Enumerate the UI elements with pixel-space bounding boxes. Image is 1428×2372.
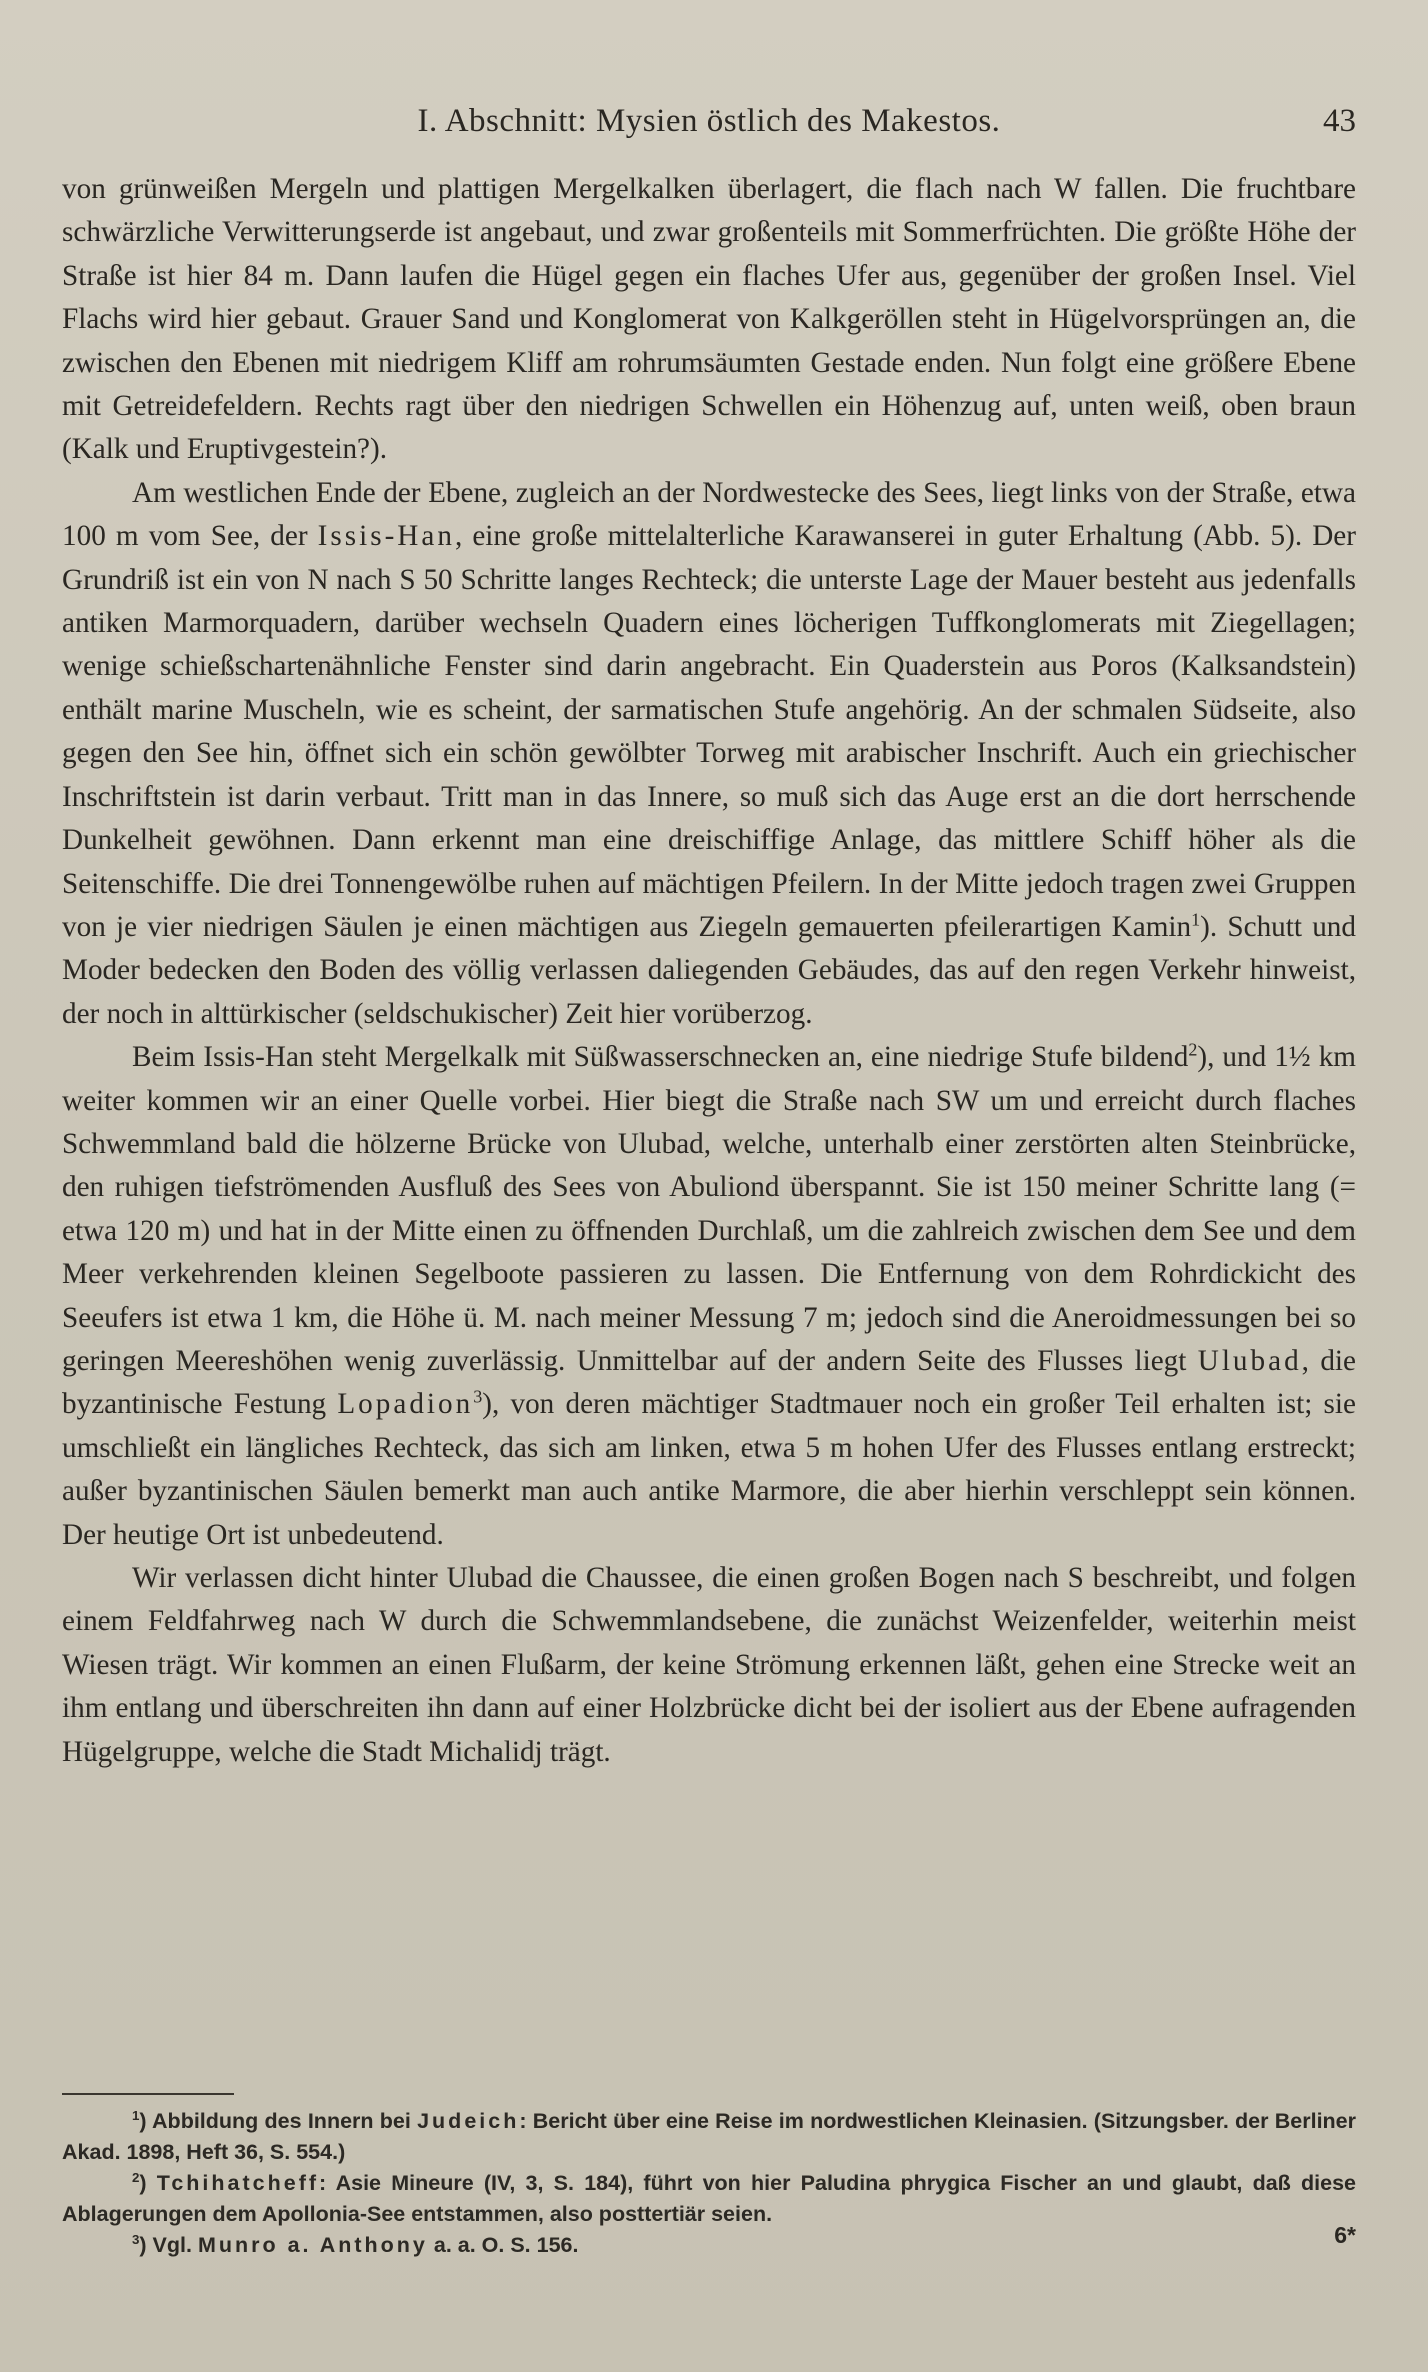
footnote: $^2$) Tchihatcheff: Asie Mineure (IV, 3, S. 184), führt von hier Paludina phrygica Fischer an und glaubt, daß diese Ablagerungen dem Apollonia-See entstammen, also posttertiär seien. xyxy=(62,2169,1356,2226)
footnote-ref: 2 xyxy=(1188,1039,1198,1060)
footnote xyxy=(62,2106,1356,2168)
paragraph-text: von grünweißen Mergeln und plattigen Mergelkalken überlagert, die flach nach W fallen. Die fruchtbare schwärzliche Verwitterungserde ist angebaut, und zwar großenteils mit Sommerfrüchten. Die größte Höhe der Straße ist hier 84 m. Dann laufen die Hügel gegen ein flaches Ufer aus, gegenüber der großen Insel. Viel Flachs wird hier gebaut. Grauer Sand und Konglomerat von Kalkgeröllen steht in Hügelvorsprüngen an, die zwischen den Ebenen mit niedrigem Kliff am rohrumsäumten Gestade enden. Nun folgt eine größere Ebene mit Getreidefeldern. Rechts ragt über den niedrigen Schwellen ein Höhenzug auf, unten weiß, oben braun (Kalk und Eruptivgestein?). xyxy=(62,173,1356,466)
paragraph xyxy=(62,472,1356,1036)
footnote-text: : Bericht über eine Reise im nordwestlichen Kleinasien. (Sitzungsber. der Berliner Akad. 1898, Heft 36, S. 554.) xyxy=(62,2109,1356,2164)
paragraph-text: ), und 1½ km weiter kommen wir an einer Quelle vorbei. Hier biegt die Straße nach SW um und erreicht durch flaches Schwemmland bald die hölzerne Brücke von Ulubad, welche, unterhalb einer zerstörten alten Steinbrücke, den ruhigen tiefströmenden Ausfluß des Sees von Abuliond überspannt. Sie ist 150 meiner Schritte lang (= etwa 120 m) und hat in der Mitte einen zu öffnenden Durchlaß, um die zahlreich zwischen dem See und dem Meer verkehrenden kleinen Segelboote passieren zu lassen. Die Entfernung von dem Rohrdickicht des Seeufers ist etwa 1 km, die Höhe ü. M. nach meiner Messung 7 m; jedoch sind die Aneroidmessungen bei so geringen Meereshöhen wenig zuverlässig. Unmittelbar auf der andern Seite des Flusses liegt xyxy=(62,1041,1356,1377)
paragraph-text: Am westlichen Ende der Ebene, zugleich an der Nordwestecke des Sees, liegt links von der Straße, etwa 100 m vom See, der xyxy=(62,476,1356,553)
footnote-ref: 1 xyxy=(1191,909,1201,930)
footnote-text: ) Vgl. xyxy=(139,2233,198,2257)
place-name: Lopadion xyxy=(337,1388,474,1421)
footnote-text: a. a. O. S. 156. xyxy=(427,2233,579,2257)
footnote xyxy=(62,2230,1356,2261)
paragraph-text: ). Schutt und Moder bedecken den Boden des völlig verlassen daliegenden Gebäudes, das auf den regen Verkehr hinweist, der noch in alttürkischer (seldschukischer) Zeit hier vorüberzog. xyxy=(62,910,1356,1030)
author-name: Munro a. Anthony xyxy=(197,2233,428,2257)
author-name: Tchihatcheff xyxy=(156,2171,320,2195)
paragraph xyxy=(62,168,1356,472)
paragraph-text: , die byzantinische Festung xyxy=(62,1344,1356,1421)
paragraph xyxy=(62,1036,1356,1557)
footnote-text: ) Abbildung des Innern bei xyxy=(139,2109,418,2133)
footnote-mark: 1 xyxy=(132,2107,140,2123)
place-name: Ulubad xyxy=(1197,1344,1302,1377)
place-name: Issis-Han xyxy=(317,520,455,553)
footnote-ref: 3 xyxy=(473,1386,483,1407)
body-text xyxy=(62,168,1356,1774)
paragraph xyxy=(62,1557,1356,1774)
footnote-mark: 3 xyxy=(132,2231,140,2247)
sheet-signature: 6* xyxy=(1334,2222,1356,2248)
paragraph-text: , eine große mittelalterliche Karawanserei in guter Erhaltung (Abb. 5). Der Grundriß ist ein von N nach S 50 Schritte langes Rechteck; die unterste Lage der Mauer besteht aus jedenfalls antiken Marmorquadern, darüber wechseln Quadern eines löcherigen Tuffkonglomerats mit Ziegellagen; wenige schießschartenähnliche Fenster sind darin angebracht. Ein Quaderstein aus Poros (Kalksandstein) enthält marine Muscheln, wie es scheint, der sarmatischen Stufe angehörig. An der schmalen Südseite, also gegen den See hin, öffnet sich ein schön gewölbter Torweg mit arabischer Inschrift. Auch ein griechischer Inschriftstein ist darin verbaut. Tritt man in das Innere, so muß sich das Auge erst an die dort herrschende Dunkelheit gewöhnen. Dann erkennt man eine dreischiffige Anlage, das mittlere Schiff höher als die Seitenschiffe. Die drei Tonnengewölbe ruhen auf mächtigen Pfeilern. In der Mitte jedoch tragen zwei Gruppen von je vier niedrigen Säulen je einen mächtigen aus Ziegeln gemauerten pfeilerartigen Kamin xyxy=(62,520,1356,943)
paragraph-text: ), von deren mächtiger Stadtmauer noch ein großer Teil erhalten ist; sie umschließt ein längliches Rechteck, das sich am linken, etwa 5 m hohen Ufer des Flusses entlang erstreckt; außer byzantinischen Säulen bemerkt man auch antike Marmore, die aber hierhin verschleppt sein können. Der heutige Ort ist unbedeutend. xyxy=(62,1388,1356,1551)
running-header xyxy=(62,96,1356,146)
footnote-divider xyxy=(62,2093,234,2095)
chapter-title: I. Abschnitt: Mysien östlich des Makestos. xyxy=(417,103,1001,139)
page-number: 43 xyxy=(1323,103,1356,139)
footnote-mark: 2 xyxy=(132,2169,140,2185)
footnotes xyxy=(62,2106,1356,2261)
author-name: Judeich xyxy=(417,2109,520,2133)
paragraph-text: Wir verlassen dicht hinter Ulubad die Chaussee, die einen großen Bogen nach S beschreibt, und folgen einem Feldfahrweg nach W durch die Schwemmlandsebene, die zunächst Weizenfelder, weiterhin meist Wiesen trägt. Wir kommen an einen Flußarm, der keine Strömung erkennen läßt, gehen eine Strecke weit an ihm entlang und überschreiten ihn dann auf einer Holzbrücke dicht bei der isoliert aus der Ebene aufragenden Hügelgruppe, welche die Stadt Michalidj trägt. xyxy=(62,1562,1356,1768)
paragraph-text: Beim Issis-Han steht Mergelkalk mit Süßwasserschnecken an, eine niedrige Stufe bildend xyxy=(132,1041,1189,1074)
footnote-text: : Asie Mineure (IV, 3, S. 184), führt von hier Paludina phrygica Fischer an und glaubt, daß diese Ablagerungen dem Apollonia-See entstammen, also posttertiär seien. xyxy=(62,2171,1356,2226)
